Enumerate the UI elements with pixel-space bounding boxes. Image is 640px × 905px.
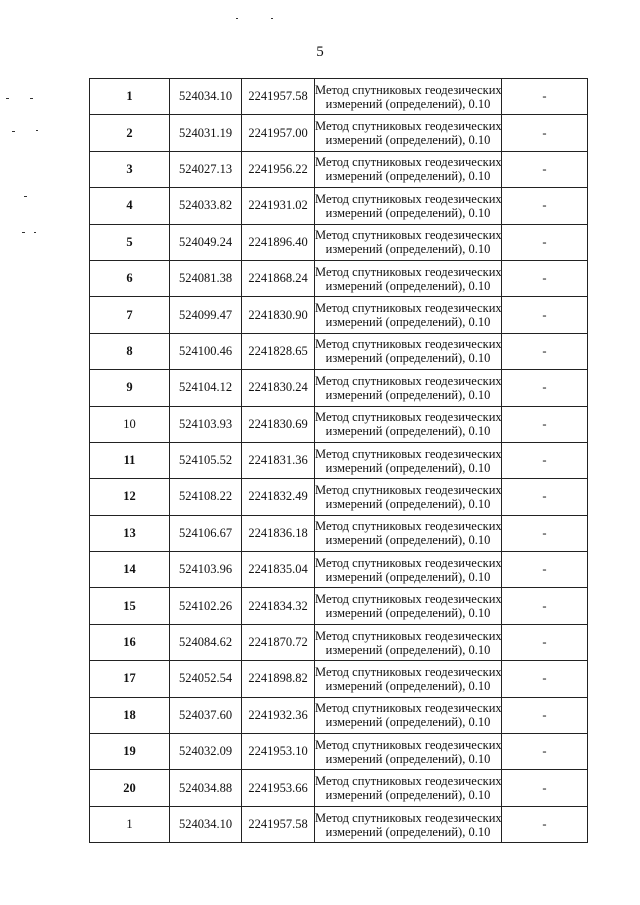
method-cell [315,406,502,442]
coordinate-x-cell: 524105.52 [170,442,242,478]
table-row [90,734,588,770]
method-cell [315,333,502,369]
method-text-line2: измерений (определений), 0.10 [325,642,491,657]
method-text-line1: Метод спутниковых геодезических [315,519,502,534]
point-number-cell: 2 [90,115,170,151]
method-text-line2: измерений (определений), 0.10 [325,351,491,366]
table-row [90,697,588,733]
point-number-cell: 19 [90,734,170,770]
method-text-line1: Метод спутниковых геодезических [315,119,502,134]
description-cell: - [502,552,588,588]
method-text-line2: измерений (определений), 0.10 [325,606,491,621]
method-text-line2: измерений (определений), 0.10 [325,569,491,584]
point-number-cell: 15 [90,588,170,624]
point-number-cell: 13 [90,515,170,551]
table-row [90,661,588,697]
method-text-line2: измерений (определений), 0.10 [325,788,491,803]
method-text-line1: Метод спутниковых геодезических [315,446,502,461]
method-text-line2: измерений (определений), 0.10 [325,96,491,111]
method-cell [315,552,502,588]
method-text-line2: измерений (определений), 0.10 [325,387,491,402]
coordinate-y-cell: 2241957.00 [242,115,315,151]
coordinate-x-cell: 524034.10 [170,806,242,842]
table-row [90,442,588,478]
table-row [90,260,588,296]
method-text-line1: Метод спутниковых геодезических [315,264,502,279]
coordinate-x-cell: 524099.47 [170,297,242,333]
method-cell [315,297,502,333]
method-cell [315,515,502,551]
coordinate-y-cell: 2241832.49 [242,479,315,515]
table-row [90,79,588,115]
coordinate-y-cell: 2241957.58 [242,806,315,842]
point-number-cell: 16 [90,624,170,660]
coordinate-y-cell: 2241898.82 [242,661,315,697]
method-text-line1: Метод спутниковых геодезических [315,301,502,316]
coordinate-y-cell: 2241932.36 [242,697,315,733]
description-cell: - [502,115,588,151]
scan-speck [34,232,36,233]
table-row [90,515,588,551]
table-row [90,806,588,842]
coordinate-x-cell: 524034.88 [170,770,242,806]
scan-speck [22,232,25,233]
method-text-line1: Метод спутниковых геодезических [315,737,502,752]
description-cell: - [502,479,588,515]
method-text-line2: измерений (определений), 0.10 [325,424,491,439]
point-number-cell: 17 [90,661,170,697]
coordinate-y-cell: 2241953.10 [242,734,315,770]
point-number-cell: 9 [90,370,170,406]
method-text-line1: Метод спутниковых геодезических [315,774,502,789]
scan-speck [12,131,15,132]
method-cell [315,770,502,806]
description-cell: - [502,188,588,224]
coordinate-x-cell: 524033.82 [170,188,242,224]
coordinate-x-cell: 524032.09 [170,734,242,770]
table-row [90,624,588,660]
coordinate-x-cell: 524052.54 [170,661,242,697]
description-cell: - [502,224,588,260]
table-row [90,588,588,624]
table-row [90,115,588,151]
coordinate-x-cell: 524103.93 [170,406,242,442]
point-number-cell: 5 [90,224,170,260]
coordinate-y-cell: 2241953.66 [242,770,315,806]
table-row [90,370,588,406]
method-text-line2: измерений (определений), 0.10 [325,242,491,257]
description-cell: - [502,624,588,660]
method-cell [315,697,502,733]
coordinate-y-cell: 2241830.69 [242,406,315,442]
description-cell: - [502,406,588,442]
coordinate-y-cell: 2241868.24 [242,260,315,296]
method-cell [315,479,502,515]
method-text-line2: измерений (определений), 0.10 [325,278,491,293]
method-text-line1: Метод спутниковых геодезических [315,155,502,170]
coordinate-y-cell: 2241828.65 [242,333,315,369]
method-text-line1: Метод спутниковых геодезических [315,592,502,607]
method-text-line2: измерений (определений), 0.10 [325,460,491,475]
description-cell: - [502,661,588,697]
description-cell: - [502,370,588,406]
method-cell [315,442,502,478]
point-number-cell: 4 [90,188,170,224]
point-number-cell: 12 [90,479,170,515]
method-text-line2: измерений (определений), 0.10 [325,169,491,184]
method-text-line2: измерений (определений), 0.10 [325,205,491,220]
coordinate-y-cell: 2241836.18 [242,515,315,551]
description-cell: - [502,697,588,733]
coordinate-x-cell: 524081.38 [170,260,242,296]
coordinates-table [89,78,588,843]
description-cell: - [502,770,588,806]
coordinate-x-cell: 524106.67 [170,515,242,551]
point-number-cell: 18 [90,697,170,733]
method-text-line2: измерений (определений), 0.10 [325,315,491,330]
point-number-cell: 6 [90,260,170,296]
point-number-cell: 8 [90,333,170,369]
description-cell: - [502,151,588,187]
table-row [90,297,588,333]
table-row [90,151,588,187]
method-text-line1: Метод спутниковых геодезических [315,810,502,825]
table-row [90,224,588,260]
scan-speck [30,98,33,99]
description-cell: - [502,588,588,624]
method-cell [315,370,502,406]
description-cell: - [502,297,588,333]
coordinate-y-cell: 2241957.58 [242,79,315,115]
method-text-line1: Метод спутниковых геодезических [315,410,502,425]
point-number-cell: 1 [90,806,170,842]
table-row [90,406,588,442]
coordinate-y-cell: 2241896.40 [242,224,315,260]
method-text-line1: Метод спутниковых геодезических [315,337,502,352]
table-row [90,333,588,369]
method-cell [315,624,502,660]
method-cell [315,588,502,624]
scan-speck [236,18,238,19]
method-text-line1: Метод спутниковых геодезических [315,482,502,497]
point-number-cell: 7 [90,297,170,333]
point-number-cell: 1 [90,79,170,115]
coordinate-y-cell: 2241834.32 [242,588,315,624]
coordinate-x-cell: 524103.96 [170,552,242,588]
method-cell [315,151,502,187]
method-text-line1: Метод спутниковых геодезических [315,228,502,243]
coordinate-y-cell: 2241830.90 [242,297,315,333]
method-cell [315,260,502,296]
method-cell [315,734,502,770]
scan-speck [36,130,38,131]
method-cell [315,188,502,224]
table-row [90,770,588,806]
coordinate-x-cell: 524027.13 [170,151,242,187]
coordinate-x-cell: 524037.60 [170,697,242,733]
method-cell [315,806,502,842]
description-cell: - [502,333,588,369]
page-number: 5 [316,44,324,60]
coordinates-table-body [90,79,588,843]
coordinate-x-cell: 524034.10 [170,79,242,115]
point-number-cell: 10 [90,406,170,442]
point-number-cell: 11 [90,442,170,478]
method-text-line2: измерений (определений), 0.10 [325,133,491,148]
method-cell [315,661,502,697]
method-text-line2: измерений (определений), 0.10 [325,715,491,730]
scan-speck [24,196,27,197]
coordinate-y-cell: 2241956.22 [242,151,315,187]
coordinate-x-cell: 524104.12 [170,370,242,406]
method-text-line2: измерений (определений), 0.10 [325,824,491,839]
coordinate-y-cell: 2241831.36 [242,442,315,478]
point-number-cell: 20 [90,770,170,806]
coordinate-y-cell: 2241931.02 [242,188,315,224]
method-cell [315,224,502,260]
coordinate-x-cell: 524031.19 [170,115,242,151]
description-cell: - [502,515,588,551]
description-cell: - [502,442,588,478]
coordinate-y-cell: 2241870.72 [242,624,315,660]
scan-speck [6,98,9,99]
method-cell [315,115,502,151]
method-text-line1: Метод спутниковых геодезических [315,373,502,388]
coordinate-y-cell: 2241830.24 [242,370,315,406]
table-row [90,552,588,588]
coordinate-x-cell: 524102.26 [170,588,242,624]
method-text-line2: измерений (определений), 0.10 [325,533,491,548]
method-text-line2: измерений (определений), 0.10 [325,496,491,511]
description-cell: - [502,79,588,115]
coordinate-x-cell: 524049.24 [170,224,242,260]
point-number-cell: 14 [90,552,170,588]
method-text-line1: Метод спутниковых геодезических [315,628,502,643]
coordinate-y-cell: 2241835.04 [242,552,315,588]
coordinate-x-cell: 524084.62 [170,624,242,660]
description-cell: - [502,260,588,296]
table-row [90,188,588,224]
method-cell [315,79,502,115]
method-text-line2: измерений (определений), 0.10 [325,678,491,693]
table-row [90,479,588,515]
coordinate-x-cell: 524108.22 [170,479,242,515]
method-text-line2: измерений (определений), 0.10 [325,751,491,766]
method-text-line1: Метод спутниковых геодезических [315,701,502,716]
coordinate-x-cell: 524100.46 [170,333,242,369]
method-text-line1: Метод спутниковых геодезических [315,555,502,570]
scan-speck [271,18,273,19]
method-text-line1: Метод спутниковых геодезических [315,82,502,97]
method-text-line1: Метод спутниковых геодезических [315,664,502,679]
description-cell: - [502,806,588,842]
point-number-cell: 3 [90,151,170,187]
description-cell: - [502,734,588,770]
method-text-line1: Метод спутниковых геодезических [315,191,502,206]
